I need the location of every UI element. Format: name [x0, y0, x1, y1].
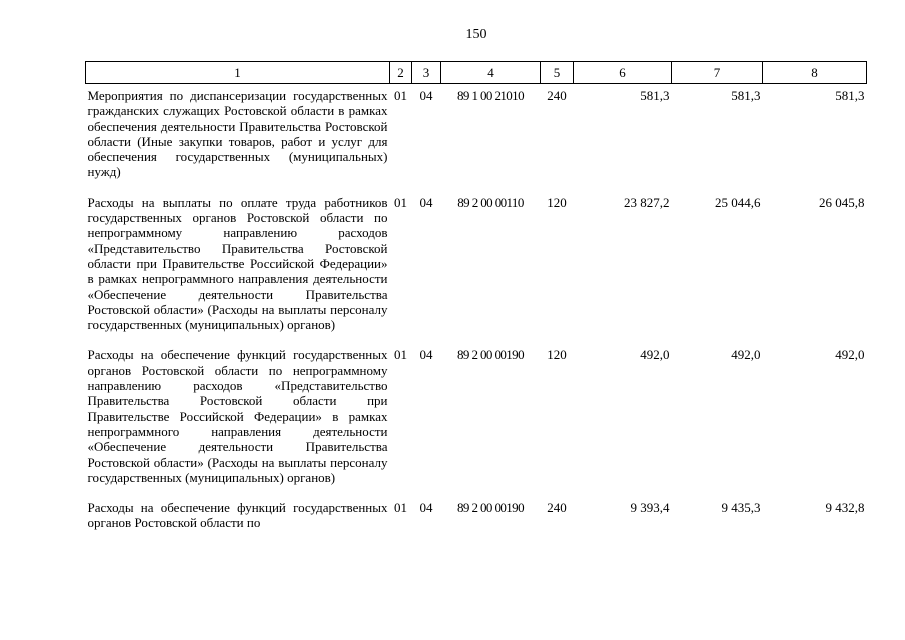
page-number: 150 [465, 27, 487, 42]
row-name: Расходы на обеспечение функций государственных органов Ростовской области по непрограммному направлению расходов «Представительство Правительства Ростовской области при Правительстве Российской Федерации» в рамках непрограммного направления деятельности «Обеспечение деятельности Правительства Ростовской области» (Расходы на выплаты персоналу государственных (муниципальных) органов) [87, 347, 388, 485]
row-expense-type: 120 [547, 194, 567, 210]
header-cell-7: 7 [672, 62, 763, 84]
row-expense-type: 240 [547, 88, 567, 103]
row-subsection: 04 [419, 88, 433, 103]
header-cell-1: 1 [86, 62, 390, 84]
header-row [86, 62, 867, 84]
header-cell-2: 2 [390, 62, 412, 84]
row-amount-1: 9 393,4 [630, 500, 670, 516]
row-amount-2: 581,3 [731, 88, 761, 103]
row-amount-3: 492,0 [835, 347, 865, 363]
row-subsection: 04 [419, 194, 433, 210]
table-row [86, 496, 867, 542]
row-amount-2: 9 435,3 [721, 500, 761, 516]
row-target-code: 89 2 00 00190 [457, 500, 524, 516]
row-amount-1: 492,0 [640, 347, 670, 363]
row-section: 01 [394, 194, 407, 210]
header-cell-8: 8 [763, 62, 867, 84]
row-subsection: 04 [419, 500, 433, 516]
header-cell-5: 5 [541, 62, 574, 84]
row-target-code: 89 2 00 00110 [457, 194, 524, 210]
row-name: Расходы на обеспечение функций государственных органов Ростовской области по [87, 500, 388, 531]
table-row [86, 343, 867, 496]
row-amount-2: 25 044,6 [715, 194, 761, 210]
row-target-code: 89 2 00 00190 [457, 347, 524, 363]
header-cell-4: 4 [441, 62, 541, 84]
row-target-code: 89 1 00 21010 [457, 88, 524, 103]
header-cell-6: 6 [574, 62, 672, 84]
row-amount-1: 23 827,2 [624, 194, 670, 210]
row-section: 01 [394, 88, 407, 103]
row-section: 01 [394, 500, 407, 516]
table-row [86, 84, 867, 191]
row-amount-2: 492,0 [731, 347, 761, 363]
row-subsection: 04 [419, 347, 433, 363]
row-section: 01 [394, 347, 407, 363]
row-amount-3: 26 045,8 [819, 194, 865, 210]
row-amount-3: 581,3 [835, 88, 865, 103]
row-expense-type: 120 [547, 347, 567, 363]
budget-table [85, 61, 867, 542]
row-name: Мероприятия по диспансеризации государственных гражданских служащих Ростовской области в рамках обеспечения деятельности Правительства Ростовской области (Иные закупки товаров, работ и услуг для обеспечения государственных (муниципальных) нужд) [87, 88, 388, 180]
table-row [86, 191, 867, 344]
row-amount-3: 9 432,8 [825, 500, 865, 516]
row-expense-type: 240 [547, 500, 567, 516]
header-cell-3: 3 [412, 62, 441, 84]
row-amount-1: 581,3 [640, 88, 670, 103]
row-name: Расходы на выплаты по оплате труда работников государственных органов Ростовской области по непрограммному направлению расходов «Представительство Правительства Ростовской области при Правительстве Российской Федерации» в рамках непрограммного направления деятельности «Обеспечение деятельности Правительства Ростовской области» (Расходы на выплаты персоналу государственных (муниципальных) органов) [87, 194, 388, 333]
